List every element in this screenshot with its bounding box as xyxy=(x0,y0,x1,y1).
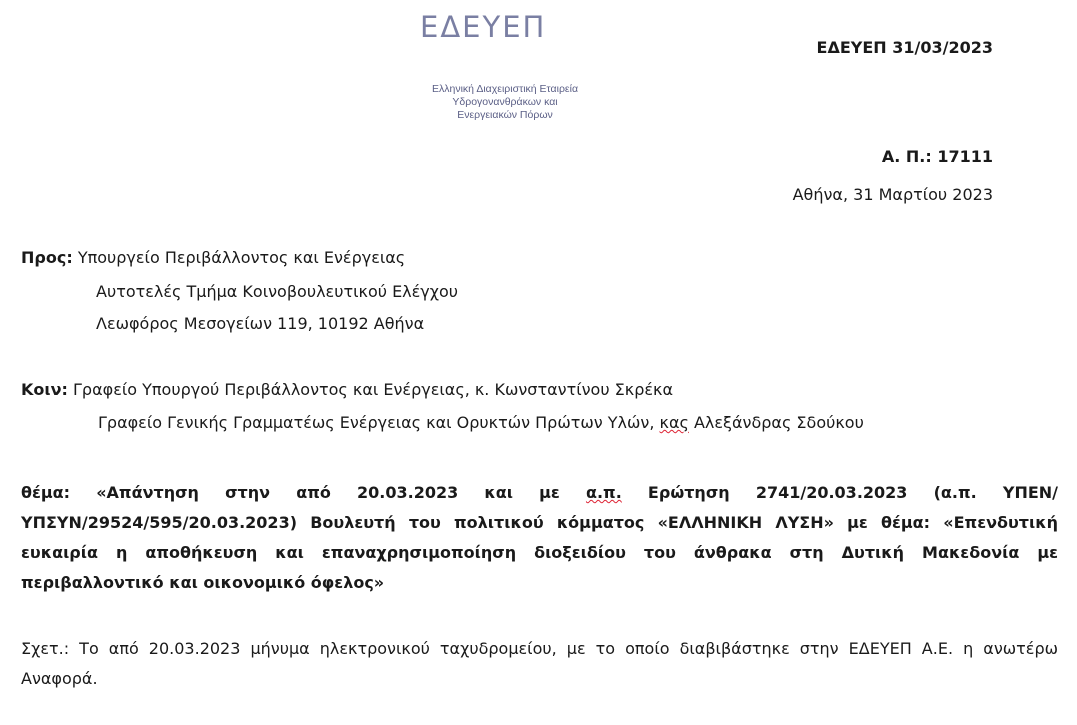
recipient-line-2: Αυτοτελές Τμήμα Κοινοβουλευτικού Ελέγχου xyxy=(96,282,459,301)
company-logo: ΕΔΕΥΕΠ xyxy=(420,10,547,44)
subject-paragraph xyxy=(21,478,1058,598)
cc-line-2 xyxy=(98,413,864,432)
recipient-line-1 xyxy=(21,248,405,267)
cc-line-2-prefix: Γραφείο Γενικής Γραμματέως Ενέργειας και Ορυκτών Πρώτων Υλών, xyxy=(98,413,660,432)
cc-line-1 xyxy=(21,380,673,399)
document-reference: ΕΔΕΥΕΠ 31/03/2023 xyxy=(816,38,993,57)
cc-recipient-1: Γραφείο Υπουργού Περιβάλλοντος και Ενέργειας, κ. Κωνσταντίνου Σκρέκα xyxy=(73,380,673,399)
subject-abbr: α.π. xyxy=(585,483,622,502)
cc-line-2-suffix: Αλεξάνδρας Σδούκου xyxy=(688,413,864,432)
company-name-line: Ελληνική Διαχειριστική Εταιρεία xyxy=(431,83,579,95)
recipient-label: Προς: xyxy=(21,248,73,267)
subject-text-1: «Απάντηση στην από 20.03.2023 και με xyxy=(70,483,586,502)
subject-label: θέμα: xyxy=(21,483,71,502)
cc-line-2-abbr: κας xyxy=(659,413,689,432)
related-paragraph: Σχετ.: Το από 20.03.2023 μήνυμα ηλεκτρονικού ταχυδρομείου, με το οποίο διαβιβάστηκε στην ΕΔΕΥΕΠ Α.Ε. η ανωτέρω Αναφορά. xyxy=(21,639,1058,688)
place-date: Αθήνα, 31 Μαρτίου 2023 xyxy=(792,185,993,204)
protocol-number: Α. Π.: 17111 xyxy=(881,147,993,166)
recipient-address: Λεωφόρος Μεσογείων 119, 10192 Αθήνα xyxy=(96,314,425,333)
company-name-line: Υδρογονανθράκων και xyxy=(452,96,558,108)
recipient-name: Υπουργείο Περιβάλλοντος και Ενέργειας xyxy=(77,248,406,267)
company-name-line: Ενεργειακών Πόρων xyxy=(457,109,553,121)
subject-text-2: Ερώτηση 2741/20.03.2023 (α.π. ΥΠΕΝ/ΥΠΣΥΝ/29524/595/20.03.2023) Βουλευτή του πολιτικού κόμματος «ΕΛΛΗΝΙΚΗ ΛΥΣΗ» με θέμα: «Επενδυτική ευκαιρία η αποθήκευση και επαναχρησιμοποίηση διοξειδίου του άνθρακα στη Δυτική Μακεδονία με περιβαλλοντικό και οικονομικό όφελος» xyxy=(21,483,1058,592)
cc-label: Κοιν: xyxy=(21,380,68,399)
company-name xyxy=(395,83,615,122)
